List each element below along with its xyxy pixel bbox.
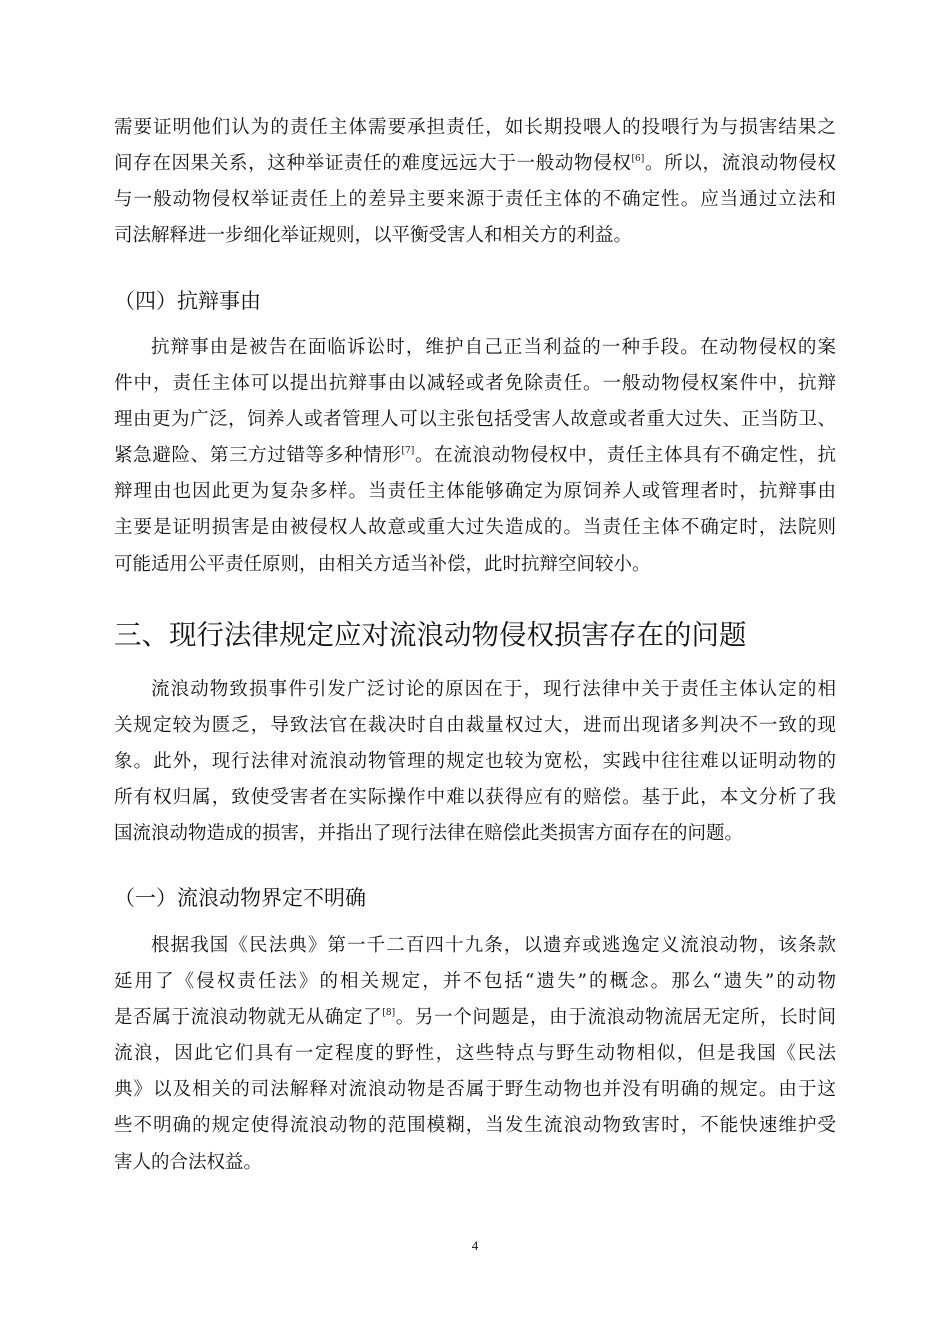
text-line: 件中，责任主体可以提出抗辩事由以减轻或者免除责任。一般动物侵权案件中，抗辩	[114, 373, 836, 395]
text-line: 需要证明他们认为的责任主体需要承担责任，如长期投喂人的投喂行为与损害结果之	[114, 117, 836, 138]
text-line: 理由更为广泛，饲养人或者管理人可以主张包括受害人故意或者重大过失、正当防卫、	[114, 409, 836, 431]
text-line	[114, 1000, 836, 1036]
page-number: 4	[471, 1238, 479, 1253]
text-segment: 紧急避险、第三方过错等多种情形	[114, 445, 402, 467]
text-line: 害人的合法权益。	[114, 1151, 263, 1173]
text-line: 所有权归属，致使受害者在实际操作中难以获得应有的赔偿。基于此，本文分析了我	[114, 787, 836, 809]
text-segment: 是否属于流浪动物就无从确定了	[114, 1007, 383, 1029]
citation-ref: [7]	[401, 446, 415, 457]
text-line: 国流浪动物造成的损害，并指出了现行法律在赔偿此类损害方面存在的问题。	[114, 823, 744, 845]
paragraph-burden-of-proof	[114, 110, 836, 254]
text-line: 可能适用公平责任原则，由相关方适当补偿，此时抗辩空间较小。	[114, 553, 651, 575]
text-line: 典》以及相关的司法解释对流浪动物是否属于野生动物也并没有明确的规定。由于这	[114, 1079, 836, 1101]
text-line: 抗辩事由是被告在面临诉讼时，维护自己正当利益的一种手段。在动物侵权的案	[151, 337, 836, 358]
paragraph-intro-problems	[114, 672, 836, 852]
citation-ref: [6]	[631, 154, 645, 165]
text-segment: 间存在因果关系，这种举证责任的难度远远大于一般动物侵权	[114, 153, 632, 175]
text-line	[114, 438, 836, 474]
text-segment: 。另一个问题是，由于流浪动物流居无定所，长时间	[395, 1007, 836, 1029]
text-line: 象。此外，现行法律对流浪动物管理的规定也较为宽松，实践中往往难以证明动物的	[114, 751, 836, 773]
section-heading-definition: （一）流浪动物界定不明确	[114, 886, 366, 910]
text-line: 根据我国《民法典》第一千二百四十九条，以遗弃或逃逸定义流浪动物，该条款	[151, 935, 836, 956]
text-line: 辩理由也因此更为复杂多样。当责任主体能够确定为原饲养人或管理者时，抗辩事由	[114, 481, 836, 503]
text-line: 延用了《侵权责任法》的相关规定，并不包括“遗失”的概念。那么“遗失”的动物	[114, 971, 836, 993]
text-line: 关规定较为匮乏，导致法官在裁决时自由裁量权过大，进而出现诸多判决不一致的现	[114, 715, 836, 737]
text-line: 流浪，因此它们具有一定程度的野性，这些特点与野生动物相似，但是我国《民法	[114, 1043, 836, 1065]
text-line: 主要是证明损害是由被侵权人故意或重大过失造成的。当责任主体不确定时，法院则	[114, 517, 836, 539]
text-line: 与一般动物侵权举证责任上的差异主要来源于责任主体的不确定性。应当通过立法和	[114, 189, 836, 211]
text-line: 司法解释进一步细化举证规则，以平衡受害人和相关方的利益。	[114, 225, 633, 247]
text-segment: 。所以，流浪动物侵权	[644, 153, 836, 175]
chapter-heading: 三、现行法律规定应对流浪动物侵权损害存在的问题	[114, 619, 747, 651]
text-line: 流浪动物致损事件引发广泛讨论的原因在于，现行法律中关于责任主体认定的相	[151, 679, 836, 700]
text-segment: 。在流浪动物侵权中，责任主体具有不确定性，抗	[414, 445, 836, 467]
paragraph-defenses	[114, 330, 836, 583]
section-heading-defenses: （四）抗辩事由	[114, 289, 261, 313]
citation-ref: [8]	[382, 1008, 396, 1019]
text-line	[114, 146, 836, 182]
text-line: 些不明确的规定使得流浪动物的范围模糊，当发生流浪动物致害时，不能快速维护受	[114, 1115, 836, 1137]
paragraph-definition	[114, 928, 836, 1181]
